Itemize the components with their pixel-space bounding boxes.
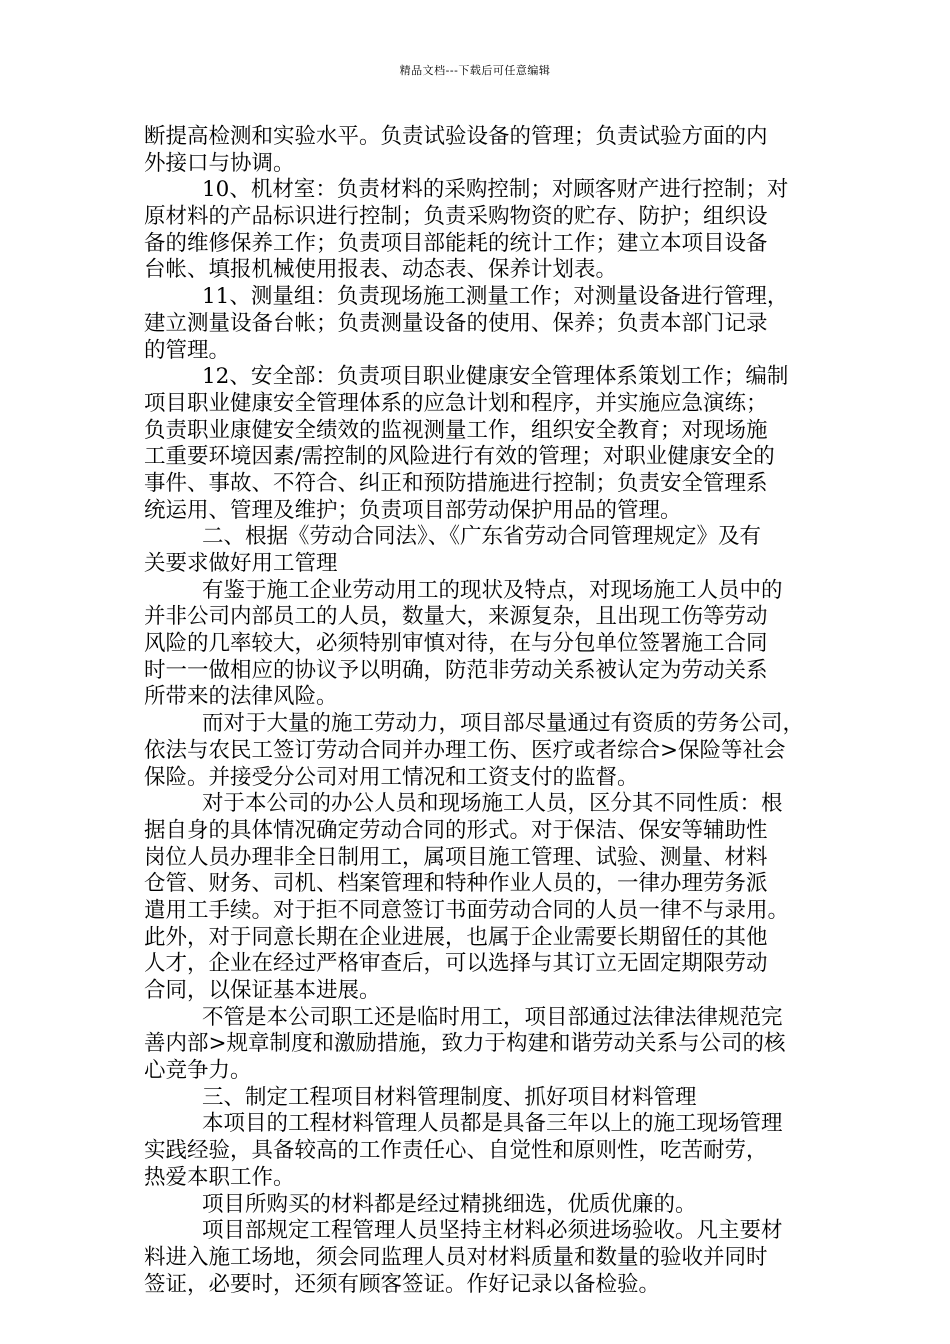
text-line: 不管是本公司职工还是临时用工，项目部通过法律法律规范完	[202, 1004, 783, 1030]
text-line: 项目部规定工程管理人员坚持主材料必须进场验收。凡主要材	[202, 1218, 783, 1244]
text-line: 而对于大量的施工劳动力，项目部尽量通过有资质的劳务公司，	[202, 711, 805, 737]
text-line: 二、根据《劳动合同法》、《广东省劳动合同管理规定》及有	[202, 524, 762, 550]
text-line: 仓管、财务、司机、档案管理和特种作业人员的，一律办理劳务派	[144, 871, 768, 897]
text-line: 并非公司内部员工的人员，数量大，来源复杂，且出现工伤等劳动	[144, 604, 768, 630]
text-line: 原材料的产品标识进行控制；负责采购物资的贮存、防护；组织设	[144, 204, 768, 230]
text-line: 合同，以保证基本进展。	[144, 978, 381, 1003]
text-line: 本项目的工程材料管理人员都是具备三年以上的施工现场管理	[202, 1111, 783, 1137]
text-line: 善内部>规章制度和激励措施，致力于构建和谐劳动关系与公司的核	[144, 1031, 786, 1057]
text-line: 10、机材室：负责材料的采购控制；对顾客财产进行控制；对	[202, 177, 789, 203]
text-line: 此外，对于同意长期在企业进展，也属于企业需要长期留任的其他	[144, 924, 768, 950]
text-line: 建立测量设备台帐；负责测量设备的使用、保养；负责本部门记录	[144, 310, 768, 336]
document-body	[144, 124, 812, 1298]
text-line: 的管理。	[144, 337, 231, 363]
text-line: 三、制定工程项目材料管理制度、抓好项目材料管理	[202, 1084, 697, 1110]
text-line: 外接口与协调。	[144, 150, 295, 176]
text-line: 关要求做好用工管理	[144, 551, 338, 576]
text-line: 所带来的法律风险。	[144, 684, 338, 710]
text-line: 项目所购买的材料都是经过精挑细选，优质优廉的。	[202, 1191, 697, 1217]
text-line: 风险的几率较大，必须特别审慎对待，在与分包单位签署施工合同	[144, 631, 768, 657]
text-line: 时一一做相应的协议予以明确，防范非劳动关系被认定为劳动关系	[144, 657, 768, 683]
text-line: 备的维修保养工作；负责项目部能耗的统计工作；建立本项目设备	[144, 230, 768, 256]
text-line: 对于本公司的办公人员和现场施工人员，区分其不同性质：根	[202, 791, 783, 817]
text-line: 有鉴于施工企业劳动用工的现状及特点，对现场施工人员中的	[202, 577, 783, 603]
text-line: 热爱本职工作。	[144, 1164, 295, 1190]
text-line: 项目职业健康安全管理体系的应急计划和程序，并实施应急演练；	[144, 390, 768, 416]
text-line: 据自身的具体情况确定劳动合同的形式。对于保洁、保安等辅助性	[144, 817, 768, 843]
text-line: 心竞争力。	[144, 1058, 252, 1084]
text-line: 料进入施工场地，须会同监理人员对材料质量和数量的验收并同时	[144, 1244, 768, 1270]
text-line: 台帐、填报机械使用报表、动态表、保养计划表。	[144, 257, 618, 283]
text-line: 负责职业康健安全绩效的监视测量工作，组织安全教育；对现场施	[144, 417, 768, 443]
text-line: 依法与农民工签订劳动合同并办理工伤、医疗或者综合>保险等社会	[144, 737, 786, 763]
text-line: 人才，企业在经过严格审查后，可以选择与其订立无固定期限劳动	[144, 951, 768, 977]
text-line: 签证，必要时，还须有顾客签证。作好记录以备检验。	[144, 1271, 661, 1297]
text-line: 保险。并接受分公司对用工情况和工资支付的监督。	[144, 764, 639, 790]
text-line: 断提高检测和实验水平。负责试验设备的管理；负责试验方面的内	[144, 124, 768, 149]
text-line: 12、安全部：负责项目职业健康安全管理体系策划工作；编制	[202, 364, 789, 390]
text-line: 实践经验，具备较高的工作责任心、自觉性和原则性，吃苦耐劳，	[144, 1138, 768, 1164]
text-line: 统运用、管理及维护；负责项目部劳动保护用品的管理。	[144, 497, 682, 523]
text-line: 遣用工手续。对于拒不同意签订书面劳动合同的人员一律不与录用。	[144, 897, 790, 923]
text-line: 岗位人员办理非全日制用工，属项目施工管理、试验、测量、材料	[144, 844, 768, 870]
text-line: 事件、事故、不符合、纠正和预防措施进行控制；负责安全管理系	[144, 470, 768, 496]
text-line: 工重要环境因素/需控制的风险进行有效的管理；对职业健康安全的	[144, 444, 775, 470]
page-header: 精品文档---下载后可任意编辑	[399, 64, 551, 77]
text-line: 11、测量组：负责现场施工测量工作；对测量设备进行管理，	[202, 284, 789, 310]
